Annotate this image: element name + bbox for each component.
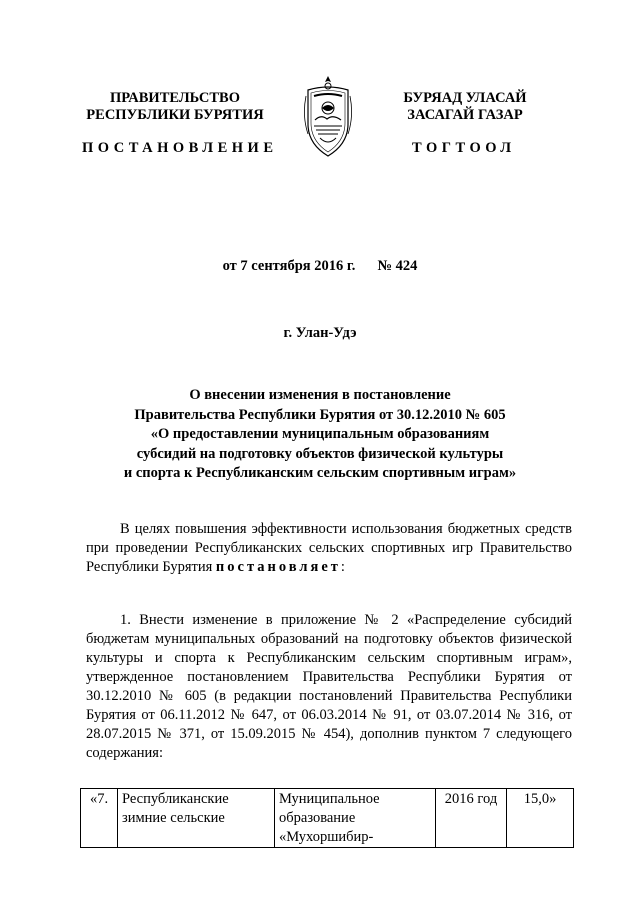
- preamble-colon: :: [340, 559, 345, 575]
- subsidy-table: [80, 788, 574, 848]
- issuer-line-1-buryat: БУРЯАД УЛАСАЙ: [403, 90, 527, 106]
- title-line: субсидий на подготовку объектов физической культуры: [136, 445, 504, 462]
- cell-event: Республиканские зимние сельские: [118, 789, 275, 848]
- cell-municipality: Муниципальное образование «Мухоршибир-: [275, 789, 436, 848]
- preamble-text: В целях повышения эффективности использования бюджетных средств при проведении Республиканских сельских спортивных игр Правительство Республики Бурятия: [86, 521, 572, 575]
- document-type-buryat: ТОГТООЛ: [412, 140, 516, 156]
- issuer-line-2: РЕСПУБЛИКИ БУРЯТИЯ: [86, 107, 264, 123]
- cell-amount: 15,0»: [507, 789, 574, 848]
- issuer-name-buryat: [360, 90, 570, 124]
- table-row: [81, 789, 574, 848]
- document-title: [90, 386, 550, 484]
- cell-year: 2016 год: [436, 789, 507, 848]
- issuer-line-1: ПРАВИТЕЛЬСТВО: [110, 90, 240, 106]
- issuer-line-2-buryat: ЗАСАГАЙ ГАЗАР: [407, 107, 523, 123]
- clause-1-paragraph: 1. Внести изменение в приложение № 2 «Распределение субсидий бюджетам муниципальных образований на подготовку объектов физической культуры и спорта к Республиканским сельским спортивным играм», утвержденное постановлением Правительства Республики Бурятия от 30.12.2010 № 605 (в редакции постановлений Правительства Республики Бурятия от 06.11.2012 № 647, от 06.03.2014 № 91, от 03.07.2014 № 316, от 28.07.2015 № 371, от 15.09.2015 № 454), дополнив пунктом 7 следующего содержания:: [86, 612, 572, 761]
- issuer-name-russian: [60, 90, 290, 124]
- cell-number: «7.: [81, 789, 118, 848]
- date-and-number: [0, 258, 640, 275]
- document-type-russian: ПОСТАНОВЛЕНИЕ: [82, 140, 278, 156]
- title-line: Правительства Республики Бурятия от 30.12.2010 № 605: [134, 406, 506, 423]
- document-number: № 424: [377, 258, 418, 274]
- title-line: и спорта к Республиканским сельским спортивным играм»: [123, 465, 517, 481]
- title-line: О внесении изменения в постановление: [189, 387, 451, 403]
- coat-of-arms-emblem: [300, 72, 356, 160]
- preamble-paragraph: [86, 520, 572, 577]
- resolves-word: постановляет: [215, 559, 341, 575]
- city: г. Улан-Удэ: [283, 325, 357, 341]
- title-line: «О предоставлении муниципальным образованиям: [150, 426, 490, 442]
- document-date: от 7 сентября 2016 г.: [222, 258, 356, 274]
